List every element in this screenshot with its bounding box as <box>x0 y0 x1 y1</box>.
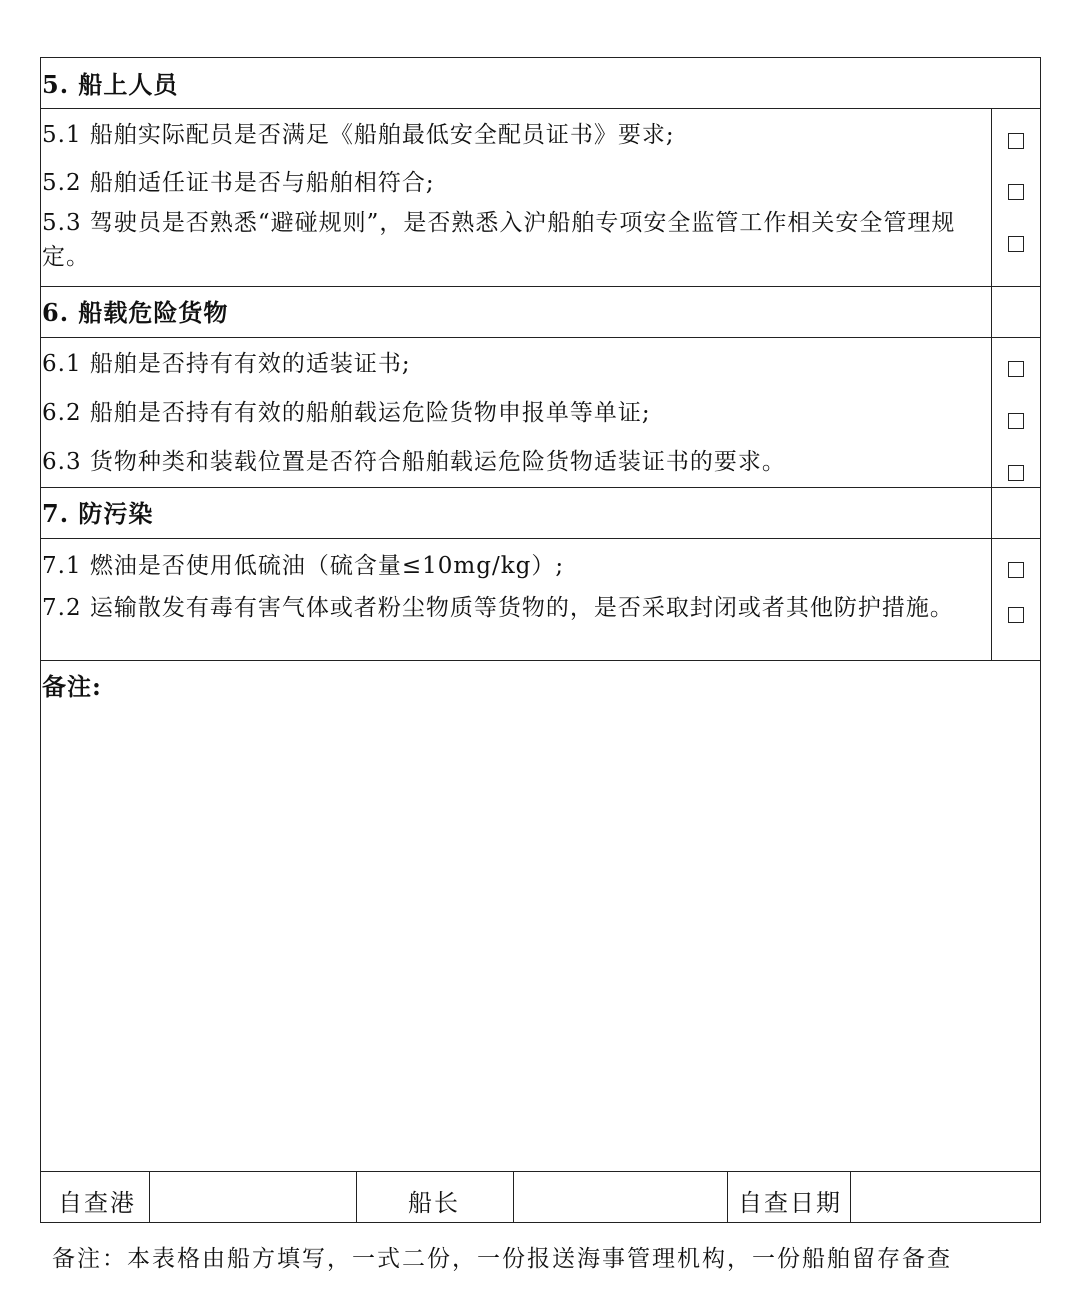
section-title-dangerous-goods: 6. 船载危险货物 <box>42 298 229 327</box>
divider <box>40 538 1041 539</box>
divider <box>40 337 1041 338</box>
remarks-label: 备注: <box>42 672 102 701</box>
checkbox-5-1[interactable] <box>1008 133 1024 149</box>
item-6-1: 6.1 船舶是否持有有效的适装证书; <box>42 351 411 377</box>
divider <box>40 108 1041 109</box>
item-7-2: 7.2 运输散发有毒有害气体或者粉尘物质等货物的，是否采取封闭或者其他防护措施。 <box>42 595 954 621</box>
self-check-date-label: 自查日期 <box>738 1189 842 1217</box>
table-border-bottom <box>40 1222 1041 1223</box>
divider <box>40 487 1041 488</box>
divider <box>149 1171 150 1222</box>
captain-label: 船长 <box>408 1189 460 1217</box>
divider <box>727 1171 728 1222</box>
footnote: 备注：本表格由船方填写，一式二份，一份报送海事管理机构，一份船舶留存备查 <box>52 1246 952 1272</box>
checkbox-7-2[interactable] <box>1008 607 1024 623</box>
divider <box>40 1171 1041 1172</box>
item-6-2: 6.2 船舶是否持有有效的船舶载运危险货物申报单等单证; <box>42 400 651 426</box>
item-6-3: 6.3 货物种类和装载位置是否符合船舶载运危险货物适装证书的要求。 <box>42 449 786 475</box>
divider <box>850 1171 851 1222</box>
remarks-field[interactable] <box>42 703 1038 1169</box>
self-check-port-label: 自查港 <box>58 1189 136 1217</box>
checkbox-5-2[interactable] <box>1008 184 1024 200</box>
checkbox-column-divider <box>991 108 992 660</box>
section-title-crew: 5. 船上人员 <box>42 70 179 99</box>
divider <box>356 1171 357 1222</box>
checkbox-6-3[interactable] <box>1008 465 1024 481</box>
checkbox-5-3[interactable] <box>1008 236 1024 252</box>
divider <box>40 286 1041 287</box>
checkbox-7-1[interactable] <box>1008 562 1024 578</box>
table-border-top <box>40 57 1041 58</box>
checkbox-6-2[interactable] <box>1008 413 1024 429</box>
item-5-3: 5.3 驾驶员是否熟悉“避碰规则”，是否熟悉入沪船舶专项安全监管工作相关安全管理规定。 <box>42 210 956 270</box>
item-7-1: 7.1 燃油是否使用低硫油（硫含量≤10mg/kg）; <box>42 553 565 579</box>
table-border-right <box>1040 57 1041 1222</box>
divider <box>40 660 1041 661</box>
table-border-left <box>40 57 41 1222</box>
section-title-pollution: 7. 防污染 <box>42 499 154 528</box>
divider <box>513 1171 514 1222</box>
item-5-1: 5.1 船舶实际配员是否满足《船舶最低安全配员证书》要求; <box>42 122 675 148</box>
checkbox-6-1[interactable] <box>1008 361 1024 377</box>
item-5-2: 5.2 船舶适任证书是否与船舶相符合; <box>42 170 435 196</box>
